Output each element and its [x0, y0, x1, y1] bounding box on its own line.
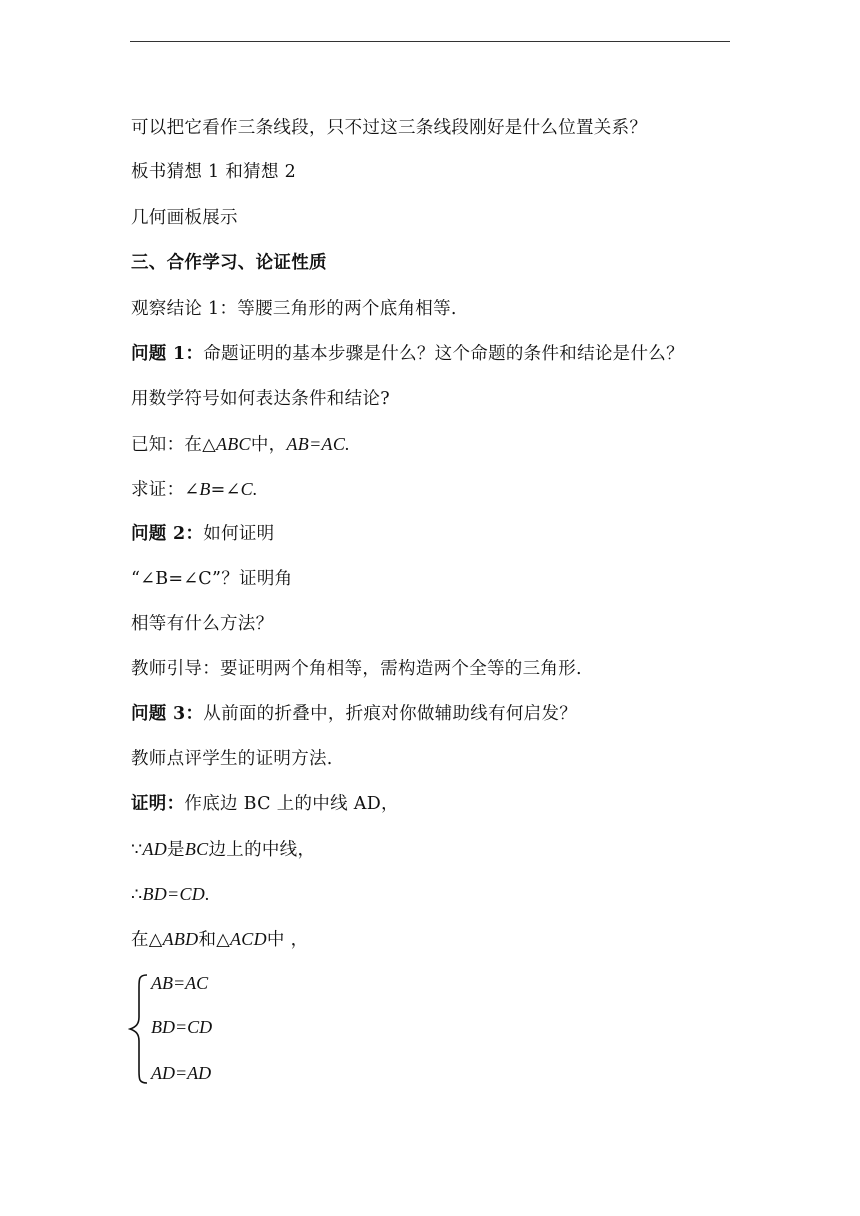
system-equation-1: AB=AC	[151, 973, 209, 993]
text-segment: .	[345, 434, 350, 454]
text-line: 可以把它看作三条线段，只不过这三条线段刚好是什么位置关系？	[131, 118, 648, 138]
prove-line	[131, 477, 258, 502]
therefore-symbol: ∴	[131, 885, 143, 905]
text-line: 几何画板展示	[131, 208, 238, 228]
question-label: 问题 1：	[131, 344, 204, 364]
math-segment: AD	[142, 839, 168, 859]
therefore-line	[131, 882, 210, 907]
text-segment: =∠	[210, 480, 241, 500]
math-segment: BD=CD.	[142, 884, 210, 904]
text-segment: 边上的中线，	[208, 840, 316, 860]
text-line	[131, 927, 308, 952]
text-segment: 在△	[131, 930, 163, 950]
system-equation-2: BD=CD	[151, 1017, 213, 1037]
proof-text: 作底边 BC 上的中线 AD，	[184, 794, 399, 814]
text-segment: 和△	[198, 930, 231, 950]
question-line	[131, 702, 577, 726]
math-segment: AB=AC	[286, 434, 346, 454]
text-line: “∠B=∠C”？证明角	[131, 569, 293, 589]
text-segment: 求证：∠	[131, 480, 200, 500]
text-segment: 中，	[250, 435, 287, 455]
text-line: 用数学符号如何表达条件和结论?	[131, 389, 390, 409]
question-text: 命题证明的基本步骤是什么？这个命题的条件和结论是什么？	[203, 344, 684, 364]
given-line	[131, 432, 350, 457]
question-label: 问题 3：	[131, 704, 204, 724]
proof-label: 证明：	[131, 794, 185, 814]
left-brace	[128, 973, 150, 1085]
text-line: 板书猜想 1 和猜想 2	[131, 162, 297, 182]
question-line	[131, 342, 684, 366]
text-segment: 中 ，	[266, 930, 309, 950]
text-line: 相等有什么方法？	[131, 614, 274, 634]
system-equation-3: AD=AD	[151, 1063, 212, 1083]
math-segment: ACD	[230, 929, 267, 949]
math-segment: B	[199, 479, 211, 499]
because-symbol: ∵	[131, 840, 143, 860]
math-segment: ABC	[215, 434, 251, 454]
text-segment: .	[252, 479, 258, 499]
question-line	[131, 522, 274, 546]
question-label: 问题 2：	[131, 524, 204, 544]
question-text: 如何证明	[203, 524, 275, 544]
text-line: 教师引导：要证明两个角相等，需构造两个全等的三角形.	[131, 659, 582, 679]
proof-line	[131, 792, 399, 816]
because-line	[131, 837, 315, 862]
header-rule	[130, 41, 730, 42]
math-segment: C	[240, 479, 253, 499]
question-text: 从前面的折叠中，折痕对你做辅助线有何启发？	[203, 704, 578, 724]
text-line: 观察结论 1：等腰三角形的两个底角相等.	[131, 299, 457, 319]
math-segment: ABD	[162, 929, 199, 949]
section-heading: 三、合作学习、论证性质	[131, 253, 327, 273]
text-segment: 已知：在△	[131, 435, 216, 455]
math-segment: BC	[184, 839, 209, 859]
text-segment: 是	[167, 840, 185, 860]
text-line: 教师点评学生的证明方法.	[131, 749, 333, 769]
